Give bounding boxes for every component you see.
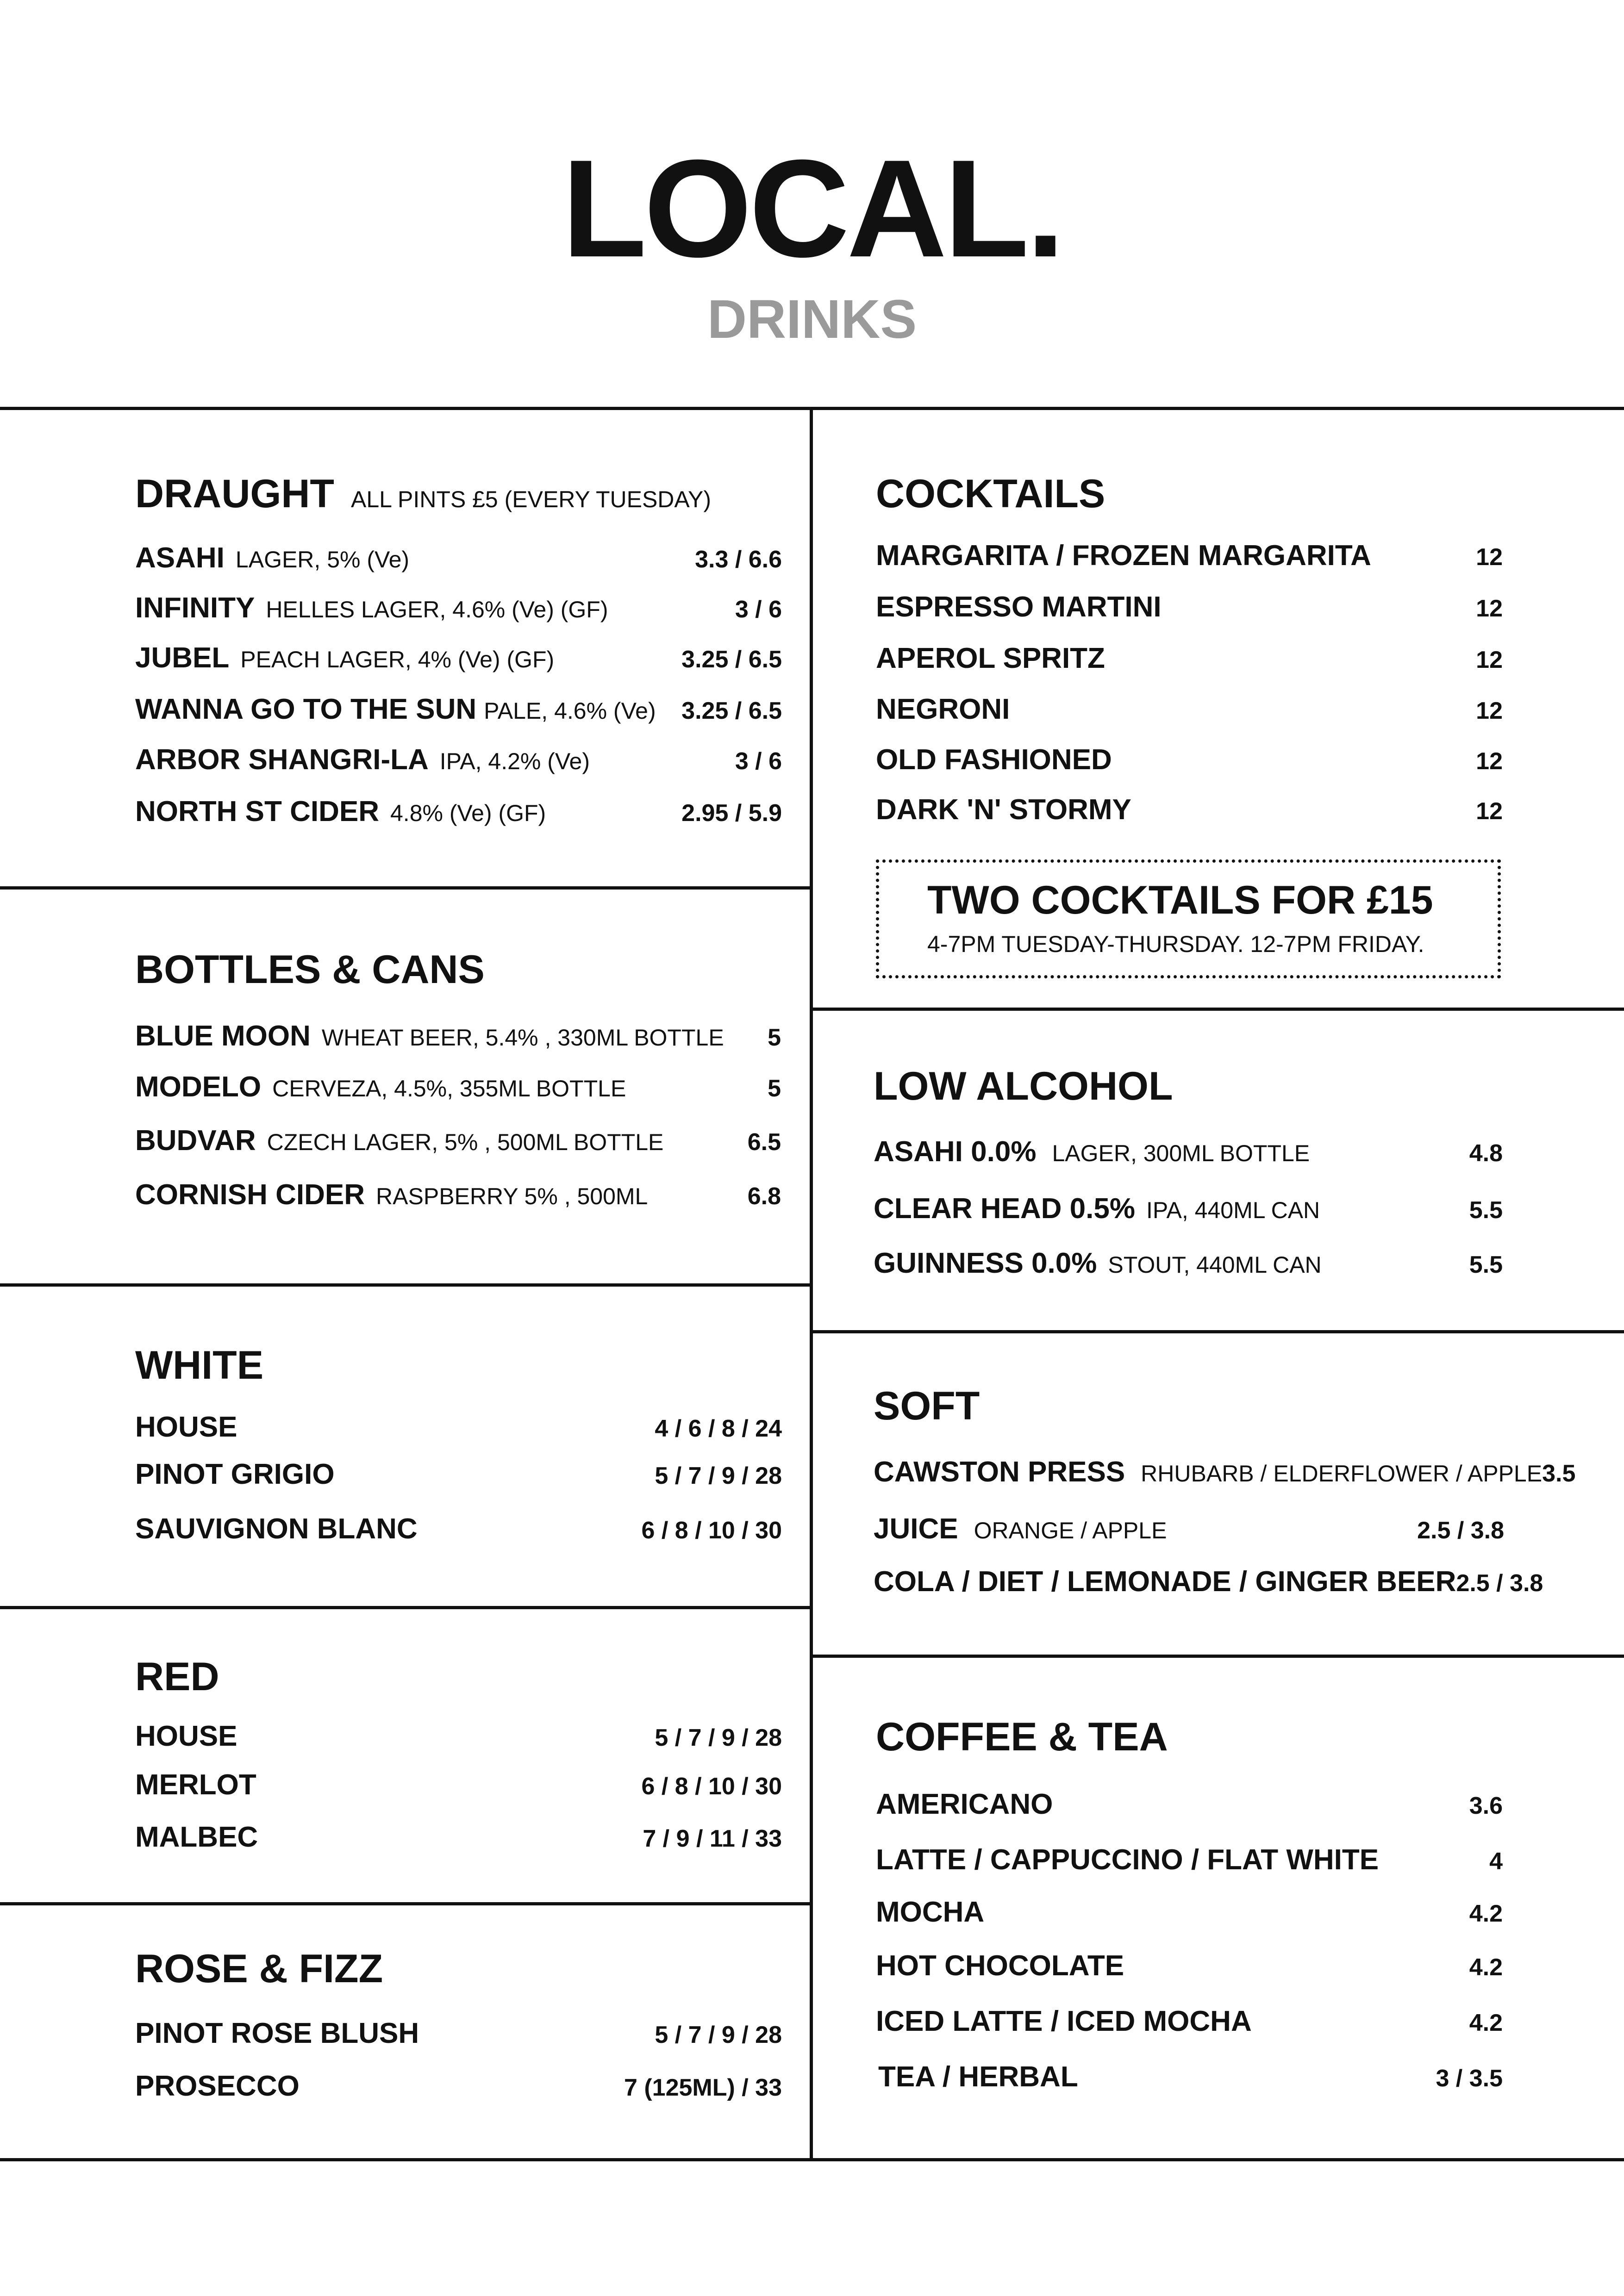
item-name: MALBEC — [135, 1821, 258, 1853]
item-name: HOUSE — [135, 1411, 237, 1443]
item-description: IPA, 4.2% (Ve) — [439, 748, 590, 774]
promo-title: TWO COCKTAILS FOR £15 — [927, 878, 1433, 922]
section-soft-title: SOFT — [874, 1384, 980, 1428]
item-description: RHUBARB / ELDERFLOWER / APPLE — [1141, 1461, 1543, 1487]
page-title: LOCAL. — [562, 131, 1062, 286]
section-white-title: WHITE — [135, 1343, 264, 1388]
item-price: 5.5 — [1469, 1197, 1503, 1224]
section-draught-note: ALL PINTS £5 (EVERY TUESDAY) — [350, 486, 712, 512]
menu-item — [135, 795, 782, 828]
item-price: 6 / 8 / 10 / 30 — [641, 1517, 782, 1544]
menu-item — [874, 1247, 1503, 1280]
item-price: 4.2 — [1469, 2010, 1503, 2036]
item-description: LAGER, 300ML BOTTLE — [1052, 1140, 1310, 1166]
item-price: 5 — [768, 1075, 781, 1102]
menu-item — [874, 1135, 1503, 1168]
item-description: LAGER, 5% (Ve) — [235, 547, 410, 572]
item-price: 5 / 7 / 9 / 28 — [655, 1462, 782, 1489]
item-price: 3.5 — [1542, 1460, 1576, 1487]
item-name: ASAHI — [135, 542, 225, 574]
item-name: ESPRESSO MARTINI — [876, 591, 1162, 623]
item-name: APEROL SPRITZ — [876, 642, 1105, 674]
item-price: 3 / 6 — [735, 596, 782, 623]
item-name: PINOT ROSE BLUSH — [135, 2017, 419, 2049]
item-name: JUICE — [874, 1513, 958, 1545]
item-price: 12 — [1476, 595, 1503, 622]
menu-item — [874, 1192, 1503, 1225]
item-price: 3.6 — [1469, 1792, 1503, 1819]
menu-item — [135, 2017, 782, 2050]
item-name: ARBOR SHANGRI-LA — [135, 744, 429, 776]
page-subtitle: DRINKS — [707, 289, 917, 350]
item-price: 3.25 / 6.5 — [681, 646, 782, 673]
item-price: 4.8 — [1469, 1140, 1503, 1167]
section-coffee-title: COFFEE & TEA — [876, 1715, 1168, 1759]
item-price: 4 — [1489, 1848, 1503, 1875]
item-name: PROSECCO — [135, 2070, 300, 2102]
divider-left-4 — [0, 1902, 812, 1905]
item-price: 12 — [1476, 544, 1503, 571]
item-price: 5 / 7 / 9 / 28 — [655, 1724, 782, 1751]
item-price: 5 — [768, 1024, 781, 1051]
item-name: CAWSTON PRESS — [874, 1456, 1125, 1488]
section-bottles-title: BOTTLES & CANS — [135, 947, 485, 992]
item-description: WHEAT BEER, 5.4% , 330ML BOTTLE — [321, 1025, 724, 1051]
divider-right-1 — [810, 1008, 1624, 1011]
menu-item — [876, 693, 1503, 726]
item-description: 4.8% (Ve) (GF) — [390, 800, 546, 826]
divider-left-1 — [0, 886, 812, 890]
item-description: RASPBERRY 5% , 500ML — [376, 1183, 648, 1209]
item-name: HOT CHOCOLATE — [876, 1950, 1124, 1982]
item-name: SAUVIGNON BLANC — [135, 1513, 418, 1545]
item-price: 2.5 / 3.8 — [1417, 1517, 1504, 1544]
item-description: CERVEZA, 4.5%, 355ML BOTTLE — [272, 1076, 626, 1101]
promo-text: 4-7PM TUESDAY-THURSDAY. 12-7PM FRIDAY. — [927, 931, 1424, 957]
divider-left-3 — [0, 1606, 812, 1609]
item-name: INFINITY — [135, 592, 255, 624]
item-price: 12 — [1476, 748, 1503, 775]
menu-item — [135, 1458, 782, 1491]
item-description: HELLES LAGER, 4.6% (Ve) (GF) — [266, 597, 608, 622]
item-price: 4.2 — [1469, 1954, 1503, 1981]
section-rose-title: ROSE & FIZZ — [135, 1947, 383, 1991]
menu-item — [135, 591, 782, 624]
menu-item — [135, 1768, 782, 1801]
menu-item — [135, 2070, 782, 2103]
menu-item — [135, 541, 782, 574]
menu-item — [876, 591, 1503, 623]
item-description: STOUT, 440ML CAN — [1108, 1252, 1322, 1278]
item-name: DARK 'N' STORMY — [876, 794, 1131, 826]
menu-item — [135, 1178, 781, 1211]
item-price: 12 — [1476, 798, 1503, 825]
item-description: IPA, 440ML CAN — [1146, 1197, 1320, 1223]
menu-item — [135, 1512, 782, 1545]
menu-item — [876, 793, 1503, 826]
item-price: 3 / 3.5 — [1436, 2065, 1503, 2092]
divider-right-2 — [810, 1330, 1624, 1333]
menu-item — [135, 1124, 781, 1157]
section-cocktails-title: COCKTAILS — [876, 472, 1106, 516]
item-description: ORANGE / APPLE — [974, 1518, 1167, 1543]
menu-item — [878, 2060, 1503, 2093]
menu-item — [874, 1565, 1543, 1598]
menu-item — [135, 641, 782, 674]
item-name: MERLOT — [135, 1769, 256, 1801]
divider-bottom — [0, 2158, 1624, 2161]
item-name: WANNA GO TO THE SUN — [135, 693, 477, 725]
menu-item — [876, 1896, 1503, 1929]
item-price: 7 / 9 / 11 / 33 — [643, 1825, 782, 1852]
item-name: OLD FASHIONED — [876, 744, 1112, 776]
item-price: 12 — [1476, 647, 1503, 673]
item-price: 2.95 / 5.9 — [681, 800, 782, 827]
item-name: CORNISH CIDER — [135, 1179, 365, 1211]
item-price: 4 / 6 / 8 / 24 — [655, 1415, 782, 1442]
item-description: CZECH LAGER, 5% , 500ML BOTTLE — [267, 1129, 664, 1155]
item-name: ICED LATTE / ICED MOCHA — [876, 2005, 1252, 2037]
item-name: CLEAR HEAD 0.5% — [874, 1193, 1135, 1225]
item-price: 5.5 — [1469, 1251, 1503, 1278]
item-name: GUINNESS 0.0% — [874, 1247, 1097, 1279]
menu-item — [135, 693, 782, 726]
menu-item — [876, 743, 1503, 776]
item-name: LATTE / CAPPUCCINO / FLAT WHITE — [876, 1844, 1379, 1876]
item-name: MARGARITA / FROZEN MARGARITA — [876, 540, 1371, 572]
item-price: 2.5 / 3.8 — [1456, 1570, 1543, 1597]
menu-item — [135, 1411, 782, 1444]
item-price: 3.25 / 6.5 — [681, 697, 782, 724]
menu-item — [874, 1512, 1504, 1545]
item-name: PINOT GRIGIO — [135, 1458, 335, 1490]
item-name: HOUSE — [135, 1720, 237, 1752]
menu-item — [876, 2005, 1503, 2038]
item-price: 3 / 6 — [735, 748, 782, 775]
item-description: PALE, 4.6% (Ve) — [484, 698, 656, 724]
item-name: JUBEL — [135, 642, 230, 674]
item-name: COLA / DIET / LEMONADE / GINGER BEER — [874, 1566, 1456, 1598]
item-price: 3.3 / 6.6 — [695, 546, 782, 573]
item-price: 6 / 8 / 10 / 30 — [641, 1773, 782, 1800]
item-name: BUDVAR — [135, 1125, 256, 1157]
menu-item — [876, 1949, 1503, 1982]
menu-item — [135, 1020, 781, 1052]
item-name: NEGRONI — [876, 693, 1010, 725]
item-name: BLUE MOON — [135, 1020, 311, 1052]
menu-item — [876, 1788, 1503, 1821]
section-low-alcohol-title: LOW ALCOHOL — [874, 1064, 1173, 1108]
divider-right-3 — [810, 1655, 1624, 1658]
menu-item — [876, 642, 1503, 675]
menu-item — [876, 1843, 1503, 1876]
menu-item — [135, 1720, 782, 1753]
item-name: MOCHA — [876, 1896, 985, 1928]
item-name: TEA / HERBAL — [878, 2061, 1078, 2093]
section-draught-heading — [135, 471, 711, 523]
item-price: 7 (125ML) / 33 — [624, 2074, 782, 2101]
item-price: 5 / 7 / 9 / 28 — [655, 2022, 782, 2048]
menu-item — [874, 1456, 1576, 1488]
section-red-title: RED — [135, 1655, 219, 1699]
item-price: 4.2 — [1469, 1900, 1503, 1927]
item-name: NORTH ST CIDER — [135, 796, 379, 828]
menu-item — [135, 1070, 781, 1103]
menu-item — [135, 743, 782, 776]
item-price: 6.8 — [747, 1183, 781, 1210]
section-draught-title: DRAUGHT — [135, 472, 334, 516]
menu-item — [135, 1821, 782, 1854]
item-price: 12 — [1476, 697, 1503, 724]
item-description: PEACH LAGER, 4% (Ve) (GF) — [240, 647, 555, 672]
item-name: AMERICANO — [876, 1788, 1053, 1820]
divider-left-2 — [0, 1283, 812, 1287]
item-price: 6.5 — [747, 1129, 781, 1156]
menu-item — [876, 539, 1503, 572]
item-name: ASAHI 0.0% — [874, 1136, 1037, 1168]
item-name: MODELO — [135, 1071, 262, 1103]
